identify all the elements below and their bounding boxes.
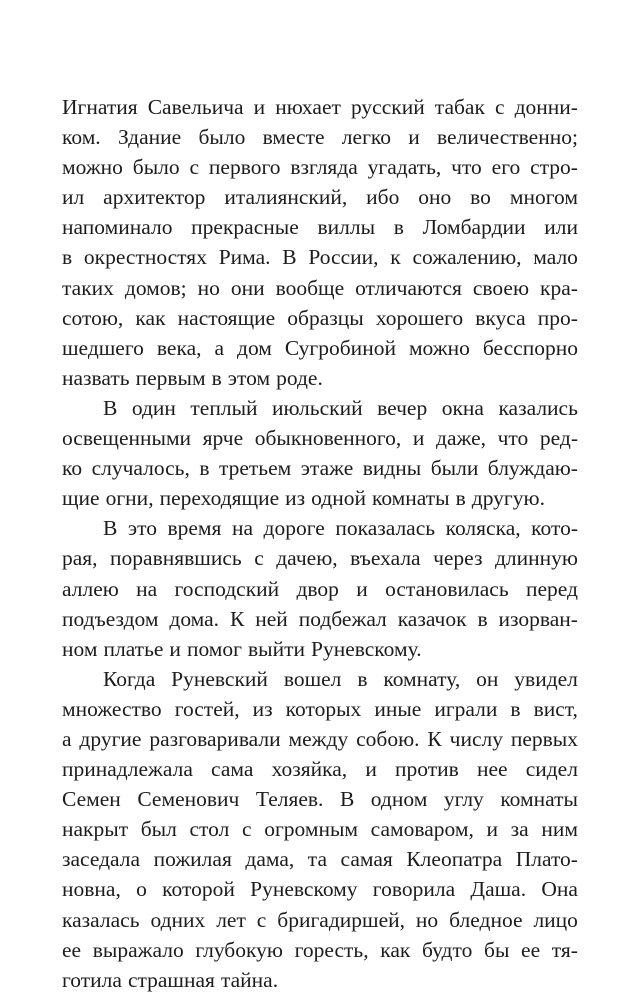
word: России, [308,245,379,270]
text-line [62,604,578,634]
word: что [497,426,529,451]
word: принадлежала [62,757,193,782]
word: многом [509,185,578,210]
word: ном [62,636,98,661]
text-line [62,935,578,965]
word: настоящие [177,305,276,330]
word: его [491,155,521,180]
word: и [365,757,377,782]
word: иные [374,696,422,721]
text-line [62,393,578,423]
word: можно [62,155,123,180]
word: лицо [533,907,578,932]
word: окна [441,395,484,420]
word: бесспорно [482,335,578,360]
word: разговаривали [149,726,281,751]
word: таких [62,275,114,300]
word: и [169,636,181,661]
word: первых [510,726,578,751]
text-line [62,363,578,393]
word: Руневскому [250,877,358,902]
word: в [455,486,466,511]
word: казались [498,395,578,420]
word: видны [362,456,422,481]
word: увидел [514,666,578,691]
word: огромным [264,817,359,842]
word: лет [216,907,246,932]
word: своею [472,275,530,300]
word: дороге [263,516,325,541]
word: и [408,125,420,150]
word: изорван- [498,606,578,631]
word: заседала [62,847,141,872]
word: века, [156,335,202,360]
word: но [415,907,439,932]
text-line [62,874,578,904]
word: в [510,696,521,721]
word: этом [227,365,271,390]
word: комнаты [371,486,450,511]
word: перед [525,576,578,601]
word: Сугробиной [284,335,396,360]
word: в [62,245,73,270]
word: которых [285,696,362,721]
word: взгляда [290,155,358,180]
word: накрыт [62,817,129,842]
word: ней [255,606,288,631]
word: табак [434,95,485,119]
word: углу [443,787,484,812]
word: которой [162,877,235,902]
word: был [140,817,177,842]
word: длинную [494,546,578,571]
word: помог [186,636,242,661]
word: Даша. [470,877,527,902]
word: новна, [62,877,121,902]
word: с [189,155,200,180]
word: даже, [436,426,486,451]
word: первого [208,155,281,180]
word: аллею [62,576,119,601]
text-line [62,814,578,844]
word: бы [484,937,510,962]
word: В [282,245,297,270]
word: поравнявшись [110,546,242,571]
word: кра- [540,275,578,300]
word: на [231,516,253,541]
word: освещенными [62,426,192,451]
text-line [62,965,578,995]
word: собою. [356,726,420,751]
word: выражало [92,937,184,962]
word: на [136,576,158,601]
word: из [285,486,306,511]
word: домов; [124,275,187,300]
word: и [253,95,266,119]
word: время [167,516,222,541]
text-line [62,182,578,212]
word: дом [237,335,272,360]
word: Семен [62,787,121,812]
word: июльский [272,395,363,420]
word: виллы [317,215,376,240]
word: К [229,606,245,631]
word: легко [341,125,391,150]
text-line [62,333,578,363]
text-line [62,694,578,724]
word: стол [189,817,230,842]
word: пожилая [153,847,232,872]
word: это [127,516,157,541]
word: ил [62,185,85,210]
word: вместе [262,125,325,150]
word: хорошего [375,305,464,330]
word: шедшего [62,335,144,360]
text-line [62,664,578,694]
word: щие [62,486,100,511]
word: Руневский [171,666,268,691]
word: Игнатия [62,95,138,119]
word: другие [79,726,142,751]
word: архитектор [103,185,206,210]
word: Рима. [218,245,271,270]
word: и [412,426,425,451]
text-line [62,513,578,543]
word: двор [296,576,339,601]
word: русский [350,95,425,119]
word: В [103,516,118,541]
text-line [62,242,578,272]
word: В [339,787,355,812]
word: сотою, [62,305,124,330]
text-line [62,273,578,303]
text-line [62,543,578,573]
word: из [252,696,273,721]
word: сидел [525,757,578,782]
word: можно [408,335,470,360]
text-line [62,303,578,333]
word: вошел [283,666,342,691]
word: что [451,155,482,180]
word: с [242,817,252,842]
word: хозяйка, [271,757,348,782]
word: множество [62,696,162,721]
word: было [132,155,180,180]
word: тайна. [220,967,279,992]
word: роде. [276,365,323,390]
word: гостей, [174,696,240,721]
word: ред- [539,426,578,451]
word: дачею, [276,546,338,571]
word: в [199,456,210,481]
word: и [486,817,498,842]
word: в [357,666,368,691]
word: вкуса [475,305,526,330]
word: вообще [275,275,345,300]
word: в [393,215,404,240]
word: ярче [202,426,244,451]
word: числу [449,726,503,751]
word: ко [62,456,83,481]
word: окрестностях [83,245,207,270]
text-line [62,784,578,814]
word: казачок [397,606,467,631]
word: дама, [245,847,295,872]
word: назвать [62,365,130,390]
word: огни, [105,486,154,511]
word: бледное [449,907,523,932]
word: остановилась [385,576,509,601]
word: Она [541,877,578,902]
word: третьем [218,456,292,481]
word: донни- [514,95,578,119]
word: говорила [372,877,456,902]
word: за [510,817,529,842]
word: с [494,95,505,119]
word: нее [476,757,508,782]
word: комнаты [500,787,578,812]
word: во [470,185,491,210]
word: стро- [530,155,578,180]
text-line [62,483,578,513]
word: ибо [366,185,400,210]
word: между [288,726,349,751]
word: они [230,275,265,300]
word: блуждаю- [487,456,578,481]
text-line [62,754,578,784]
word: величественно; [437,125,578,150]
word: как [135,305,166,330]
word: теплый [190,395,258,420]
text-line [62,453,578,483]
word: бригадиршей, [277,907,405,932]
page-text [62,92,578,995]
word: показалась [335,516,436,541]
word: этаже [300,456,354,481]
word: случалось, [91,456,190,481]
word: Клеопатра [406,847,503,872]
word: горесть, [294,937,369,962]
word: мало [533,245,578,270]
word: а [62,726,72,751]
text-line [62,152,578,182]
word: одной [311,486,366,511]
word: страшная [127,967,215,992]
text-line [62,905,578,935]
word: В [103,395,118,420]
word: рая, [62,546,98,571]
word: нюхает [275,95,341,119]
text-line [62,212,578,242]
word: тя- [551,937,578,962]
word: К [427,726,442,751]
word: про- [537,305,578,330]
word: прекрасные [191,215,299,240]
word: готила [62,967,122,992]
word: подбежал [298,606,387,631]
word: подъездом [62,606,159,631]
word: въехала [350,546,421,571]
word: сожалению, [412,245,522,270]
word: с [254,546,264,571]
word: самая [340,847,393,872]
word: одних [150,907,206,932]
word: обыкновенного, [254,426,402,451]
word: ним [541,817,578,842]
word: он [476,666,499,691]
word: Савельича [147,95,244,119]
word: с [256,907,267,932]
word: в [477,606,488,631]
word: были [430,456,479,481]
word: один [131,395,176,420]
word: но [197,275,220,300]
word: напоминало [62,215,173,240]
word: переходящие [159,486,280,511]
word: против [395,757,459,782]
word: та [307,847,327,872]
word: о [136,877,147,902]
word: Теляев. [255,787,324,812]
text-line [62,423,578,453]
word: Когда [103,666,156,691]
word: было [198,125,246,150]
text-line [62,844,578,874]
word: платье [103,636,164,661]
word: как [380,937,411,962]
word: а [214,335,225,360]
word: казалась [62,907,140,932]
word: в [211,365,222,390]
text-line [62,634,578,664]
word: господский [174,576,280,601]
word: Семенович [137,787,240,812]
text-line [62,574,578,604]
word: Плато- [515,847,578,872]
word: самоваром, [370,817,474,842]
text-line [62,92,578,122]
word: выйти [247,636,305,661]
word: коляска, [445,516,521,541]
word: ее [521,937,541,962]
word: другую. [471,486,545,511]
word: отличаются [355,275,462,300]
word: угадать, [367,155,442,180]
word: Ломбардии [422,215,526,240]
word: одном [370,787,428,812]
word: ее [62,937,82,962]
word: будто [422,937,473,962]
word: сама [211,757,254,782]
word: ком. [62,125,101,150]
word: дома. [169,606,220,631]
text-line [62,122,578,152]
word: играли [434,696,498,721]
word: вечер [377,395,428,420]
word: первым [135,365,206,390]
word: италиянский, [224,185,348,210]
word: вист, [533,696,578,721]
word: Руневскому. [310,636,422,661]
word: Здание [117,125,182,150]
word: кото- [531,516,578,541]
word: оно [418,185,452,210]
word: к [390,245,401,270]
word: комнату, [383,666,461,691]
word: через [433,546,483,571]
word: или [544,215,578,240]
word: и [356,576,368,601]
word: образцы [287,305,364,330]
text-line [62,724,578,754]
word: глубокую [195,937,283,962]
